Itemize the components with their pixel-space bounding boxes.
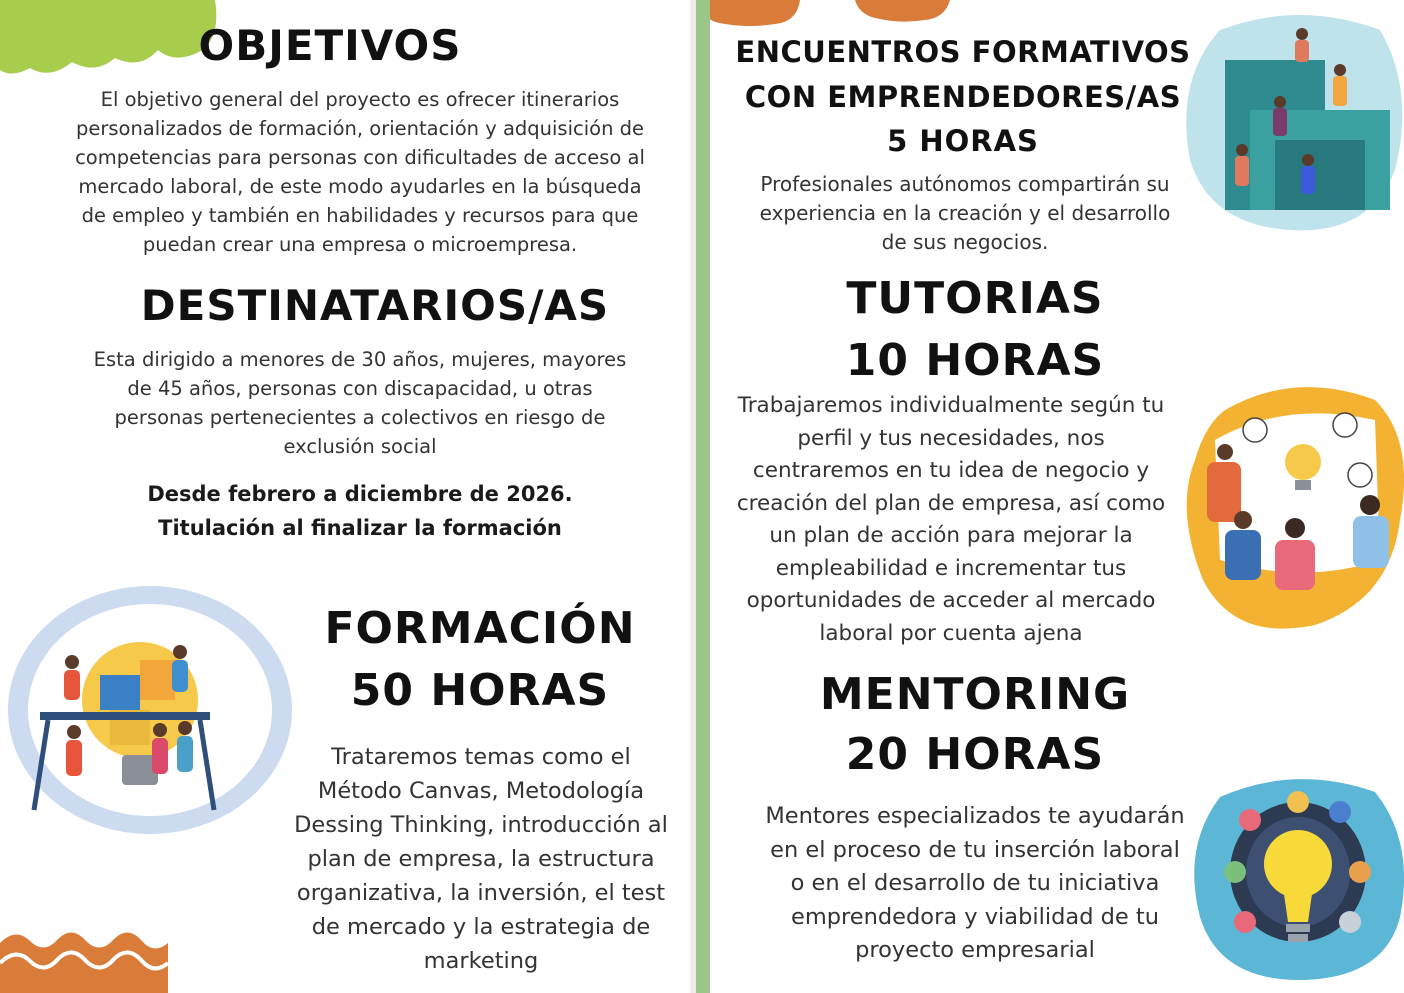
- text-line: emprendedora y viabilidad de tu: [791, 903, 1159, 930]
- objetivos-text: [40, 85, 680, 259]
- mentoring-text: [740, 800, 1210, 968]
- destinatarios-text: [40, 345, 680, 461]
- tutorias-text: [716, 390, 1186, 650]
- text-line: Dessing Thinking, introducción al: [294, 812, 668, 838]
- text-line: laboral por cuenta ajena: [819, 620, 1083, 646]
- text-line: mercado laboral, de este modo ayudarles en la búsqueda: [78, 175, 642, 198]
- text-line: marketing: [423, 948, 539, 974]
- text-line: Esta dirigido a menores de 30 años, mujeres, mayores: [93, 348, 627, 371]
- tutorias-title: TUTORIAS: [846, 273, 1104, 324]
- text-line: organizativa, la inversión, el test: [296, 880, 666, 906]
- brainstorm-illustration: [1185, 380, 1404, 635]
- mentoring-table-illustration: [1190, 772, 1404, 982]
- schedule-highlight: [80, 477, 640, 545]
- text-line: puedan crear una empresa o microempresa.: [142, 233, 578, 256]
- orange-zigzag-decoration: [0, 925, 170, 993]
- text-line: Trataremos temas como el: [331, 744, 631, 770]
- text-line: de empleo y también en habilidades y recursos para que: [81, 204, 639, 227]
- tutorias-hours: 10 HORAS: [845, 335, 1105, 386]
- text-line: centraremos en tu idea de negocio y: [752, 458, 1150, 483]
- text-line: plan de empresa, la estructura: [307, 846, 655, 872]
- formacion-hours: 50 HORAS: [350, 665, 610, 716]
- text-line: empleabilidad e incrementar tus: [775, 555, 1127, 581]
- encuentros-text: [730, 170, 1200, 257]
- text-line: creación del plan de empresa, así como: [736, 490, 1166, 516]
- date-range: Desde febrero a diciembre de 2026.: [147, 482, 573, 506]
- lightbulb-puzzle-illustration: [0, 580, 300, 850]
- objetivos-title: OBJETIVOS: [198, 21, 462, 70]
- text-line: personas pertenecientes a colectivos en riesgo de: [114, 406, 606, 429]
- text-line: Método Canvas, Metodología: [317, 778, 645, 804]
- text-line: Mentores especializados te ayudarán: [765, 803, 1185, 829]
- text-line: Trabajaremos individualmente según tu: [737, 393, 1165, 418]
- text-line: de sus negocios.: [881, 230, 1049, 254]
- text-line: exclusión social: [283, 435, 437, 458]
- encuentros-hours: 5 HORAS: [887, 124, 1039, 158]
- text-line: o en el desarrollo de tu iniciativa: [790, 870, 1160, 896]
- formacion-text: [278, 740, 684, 978]
- text-line: de mercado y la estrategia de: [311, 914, 651, 940]
- orange-wave-top-decoration: [705, 0, 965, 30]
- destinatarios-title: DESTINATARIOS/AS: [140, 281, 610, 330]
- text-line: en el proceso de tu inserción laboral: [770, 836, 1180, 863]
- text-line: perfil y tus necesidades, nos: [797, 425, 1105, 451]
- text-line: Profesionales autónomos compartirán su: [760, 172, 1170, 196]
- formacion-title: FORMACIÓN: [324, 603, 636, 654]
- text-line: un plan de acción para mejorar la: [769, 523, 1133, 548]
- mentoring-hours: 20 HORAS: [845, 729, 1105, 780]
- text-line: proyecto empresarial: [855, 937, 1095, 963]
- text-line: personalizados de formación, orientación y adquisición de: [75, 117, 645, 140]
- text-line: de 45 años, personas con discapacidad, u otras: [127, 377, 593, 400]
- certification-note: Titulación al finalizar la formación: [158, 516, 562, 540]
- text-line: oportunidades de acceder al mercado: [746, 588, 1156, 613]
- encuentros-title-line2: CON EMPRENDEDORES/AS: [744, 80, 1182, 114]
- text-line: experiencia en la creación y el desarrollo: [759, 201, 1171, 225]
- mentoring-title: MENTORING: [819, 669, 1131, 720]
- text-line: El objetivo general del proyecto es ofrecer itinerarios: [100, 88, 620, 111]
- text-line: competencias para personas con dificultades de acceso al: [75, 146, 645, 169]
- encuentros-title-line1: ENCUENTROS FORMATIVOS: [735, 35, 1191, 69]
